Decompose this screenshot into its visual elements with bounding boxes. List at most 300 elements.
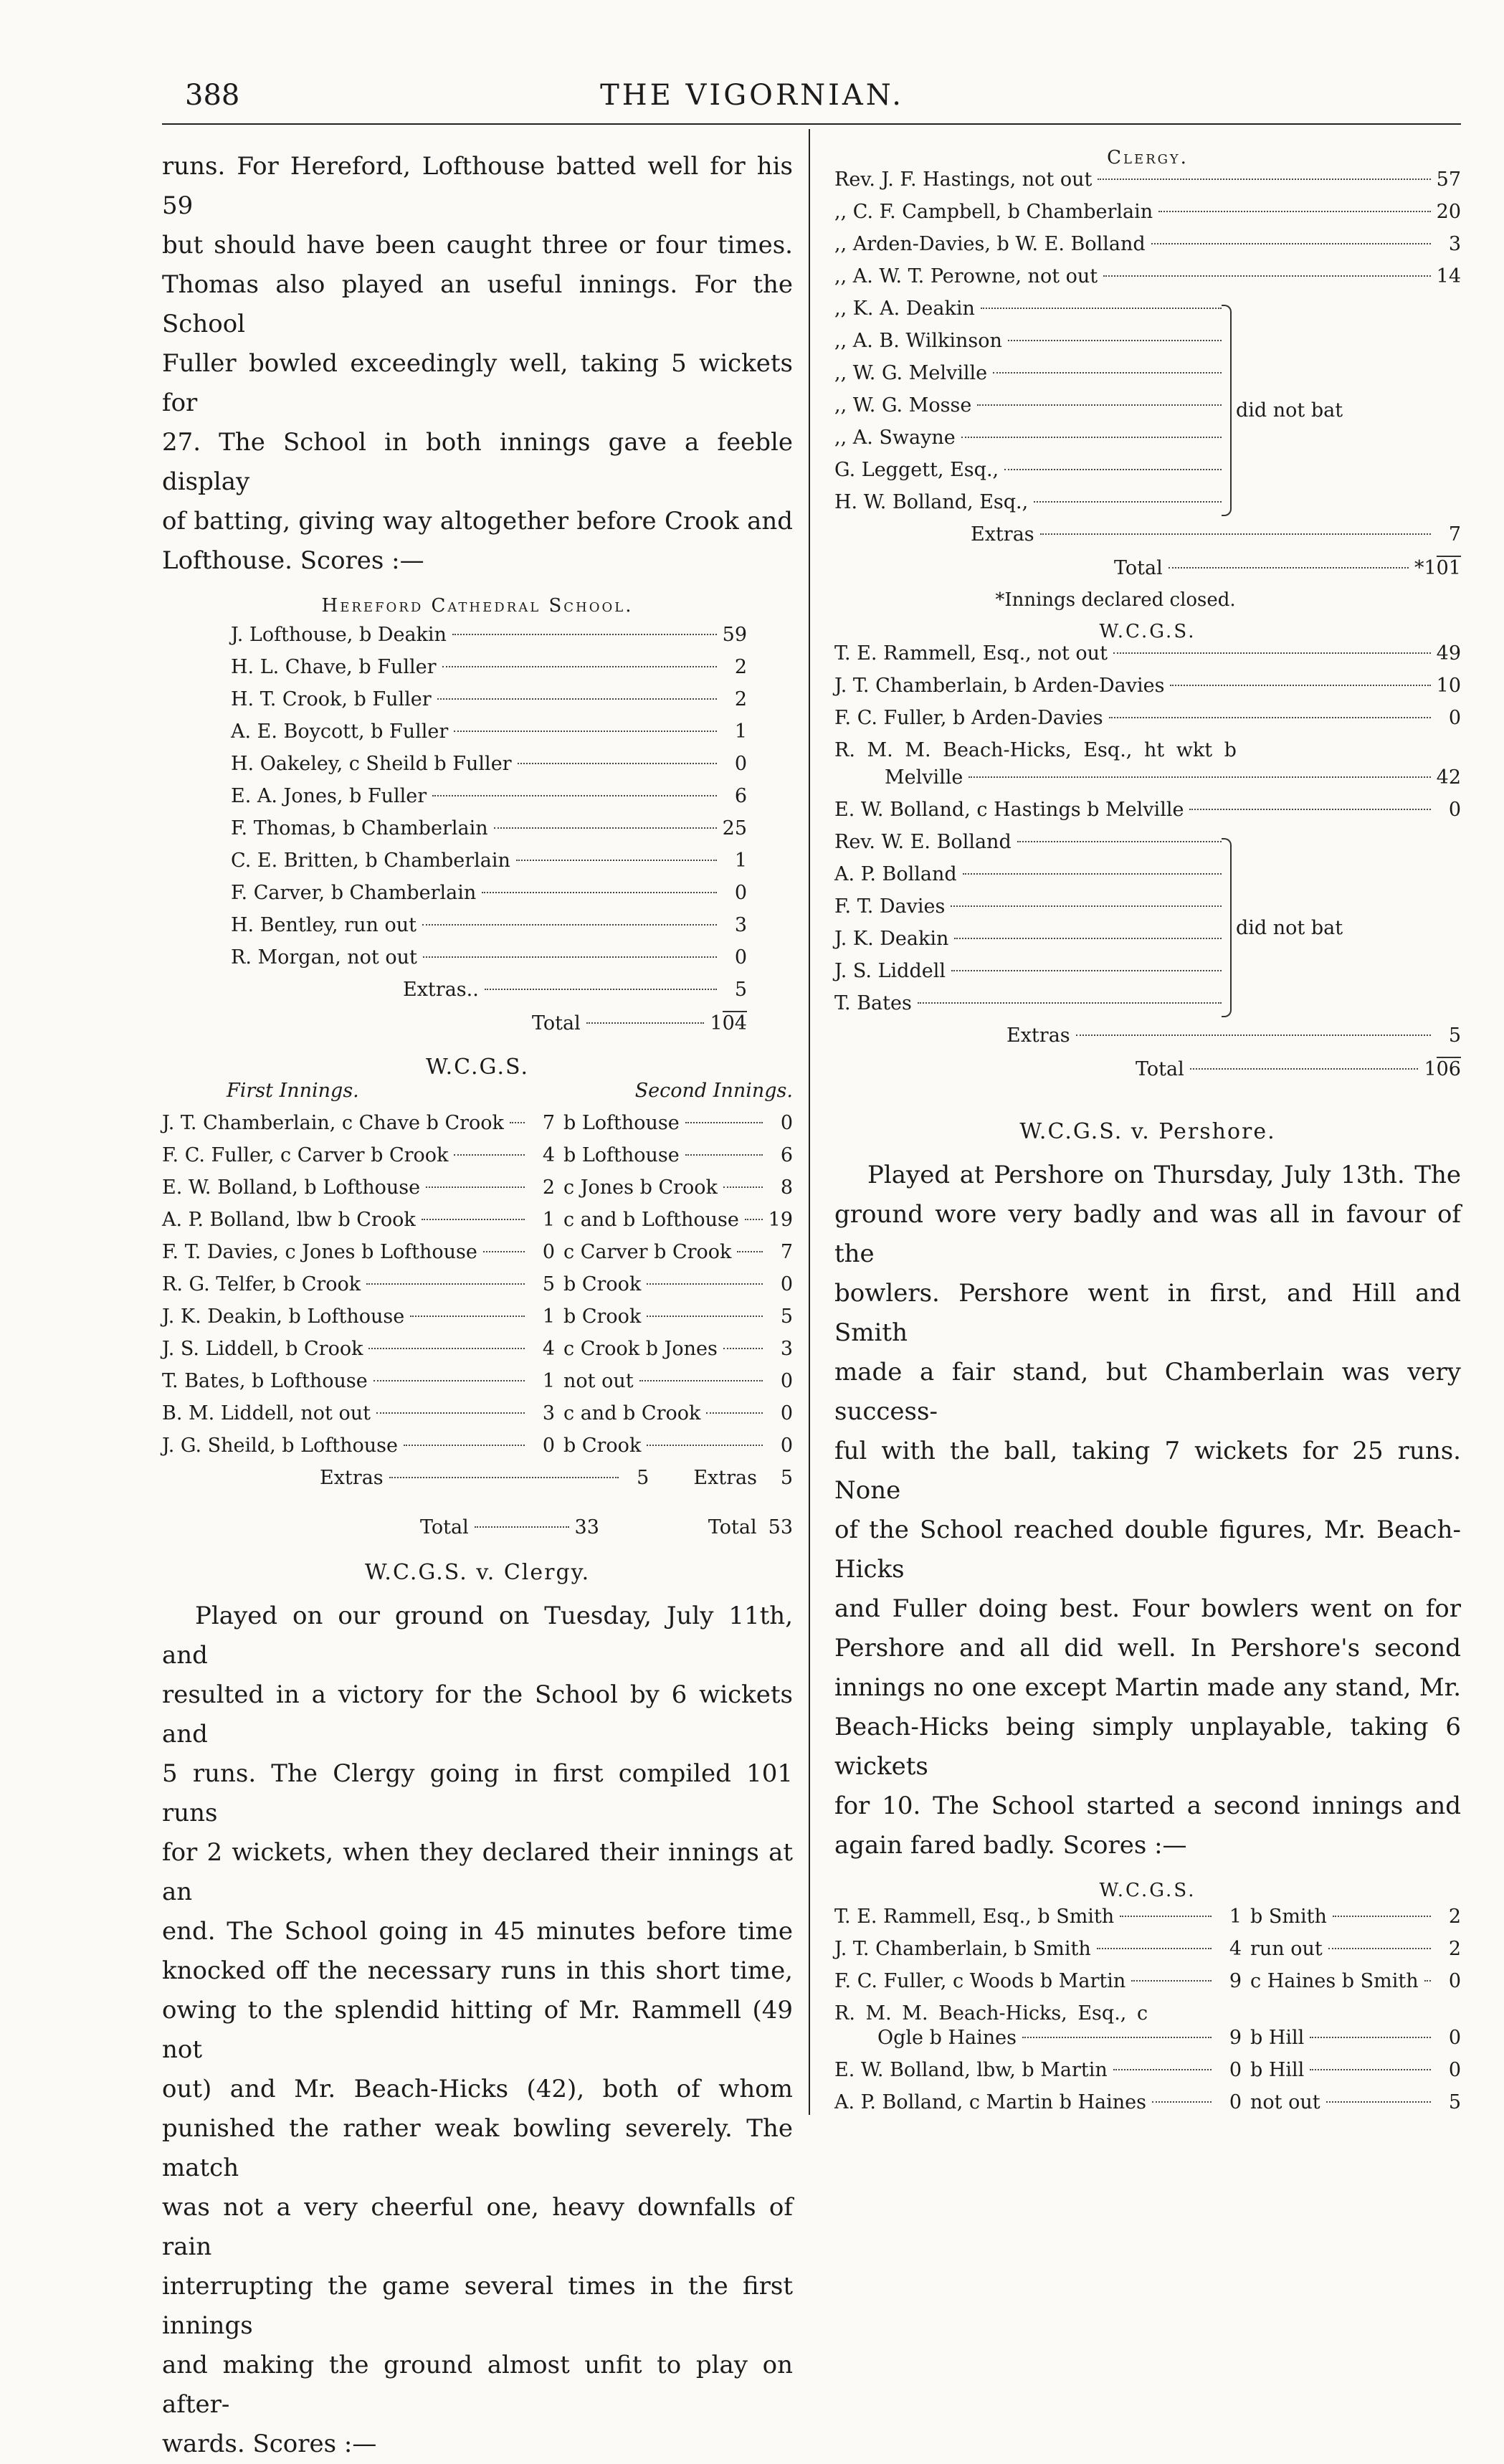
runs: 2 (734, 656, 747, 678)
score-row (834, 863, 1222, 895)
score-row (834, 960, 1222, 992)
dot-leader (1151, 243, 1431, 244)
player-name: ,, A. Swayne (834, 427, 956, 449)
score-row (162, 1305, 793, 1338)
batsman-name: A. E. Boycott, b Fuller (231, 720, 449, 743)
dot-leader (432, 795, 717, 796)
score-row (834, 2027, 1461, 2059)
dot-leader (1152, 2101, 1212, 2103)
total-first (162, 1516, 608, 1538)
runs-second: 0 (780, 1112, 793, 1134)
player-name: ,, W. G. Mosse (834, 394, 972, 417)
runs-first: 3 (542, 1402, 555, 1424)
dismissal: b Hill (1250, 2059, 1305, 2081)
dot-leader (918, 1002, 1222, 1004)
score-row (834, 895, 1222, 928)
second-innings-cell (563, 1402, 793, 1424)
player-name: J. K. Deakin (834, 928, 949, 950)
dot-leader (516, 860, 717, 861)
score-row (834, 233, 1461, 265)
score-row (834, 201, 1461, 233)
batsman-name: H. L. Chave, b Fuller (231, 656, 437, 678)
dot-leader (951, 905, 1222, 907)
dot-leader (1109, 717, 1431, 718)
pershore-para-line: Played at Pershore on Thursday, July 13th. The (867, 1161, 1461, 1189)
extras-value: 5 (780, 1467, 793, 1489)
clergy-para-line: for 2 wickets, when they declared their innings at an (162, 1838, 793, 1906)
did-not-bat-group (834, 831, 1461, 1024)
runs: 104 (710, 1012, 747, 1034)
batsman-name: ,, Arden-Davies, b W. E. Bolland (834, 233, 1146, 255)
dot-leader (1008, 340, 1222, 341)
dot-leader (639, 1380, 763, 1381)
batsman-name: F. Thomas, b Chamberlain (231, 817, 488, 839)
dot-leader (422, 1219, 525, 1220)
first-innings-cell (162, 1176, 563, 1199)
pershore-para-line: again fared badly. Scores :— (834, 1831, 1187, 1860)
extras-second (657, 1467, 793, 1489)
dot-leader (1326, 2101, 1431, 2103)
second-innings-cell (1250, 2059, 1461, 2081)
wcgs-pershore-scorecard (834, 1906, 1461, 2123)
dot-leader (586, 1022, 705, 1024)
player-name: J. S. Liddell (834, 960, 946, 982)
dot-leader (685, 1154, 763, 1156)
score-row (834, 831, 1222, 863)
batsman-name: J. T. Chamberlain, c Chave b Crook (162, 1112, 504, 1134)
runs: 1 (734, 720, 747, 743)
score-row (162, 1176, 793, 1209)
dot-leader (1189, 809, 1431, 810)
runs-first: 5 (542, 1273, 555, 1295)
did-not-bat-list (834, 831, 1222, 1024)
runs-first: 0 (1229, 2059, 1242, 2081)
pershore-para-line: Pershore and all did well. In Pershore's second (834, 1634, 1461, 1663)
score-row (834, 642, 1461, 675)
dot-leader (1424, 1980, 1431, 1982)
runs-first: 1 (542, 1209, 555, 1231)
first-innings-cell (162, 1370, 563, 1392)
second-innings-cell (563, 1338, 793, 1360)
second-innings-cell (1250, 1970, 1461, 1992)
dismissal: b Lofthouse (563, 1112, 680, 1134)
dot-leader (963, 873, 1222, 875)
second-innings-cell (563, 1305, 793, 1328)
first-innings-cell (834, 1970, 1250, 1992)
right-column (834, 147, 1461, 2123)
dismissal: b Crook (563, 1273, 642, 1295)
score-row (231, 785, 747, 817)
dot-leader (723, 1186, 763, 1188)
batsman-name: Melville (885, 766, 963, 789)
player-name: ,, K. A. Deakin (834, 298, 975, 320)
runs-first: 1 (1229, 1906, 1242, 1928)
batsman-name: Ogle b Haines (877, 2027, 1017, 2049)
dot-leader (510, 1122, 525, 1123)
runs: 49 (1436, 642, 1461, 665)
first-innings-cell (162, 1402, 563, 1424)
wcgs-first-match-scorecard (162, 1080, 793, 1538)
batsman-name: E. W. Bolland, c Hastings b Melville (834, 799, 1184, 821)
batsman-name: C. E. Britten, b Chamberlain (231, 850, 510, 872)
first-innings-label: First Innings. (227, 1080, 359, 1102)
score-row (834, 1906, 1461, 1938)
dismissal: not out (563, 1370, 634, 1392)
batsman-name: R. Morgan, not out (231, 946, 417, 969)
pershore-para-line: for 10. The School started a second innings and (834, 1792, 1461, 1820)
runs-second: 0 (780, 1370, 793, 1392)
left-column (162, 147, 793, 2464)
score-row (834, 557, 1461, 589)
runs-second: 0 (780, 1435, 793, 1457)
batsman-name: A. P. Bolland, lbw b Crook (162, 1209, 416, 1231)
dismissal: b Crook (563, 1305, 642, 1328)
score-row (834, 675, 1461, 707)
score-row (834, 1970, 1461, 2002)
player-name: F. T. Davies (834, 895, 946, 918)
runs-first: 0 (542, 1435, 555, 1457)
runs: 0 (734, 753, 747, 775)
score-row (231, 720, 747, 753)
dismissal: b Smith (1250, 1906, 1327, 1928)
dot-leader (706, 1412, 763, 1414)
score-row (162, 1241, 793, 1273)
clergy-para-line: Played on our ground on Tuesday, July 11th, and (162, 1602, 793, 1670)
batsman-name: F. C. Fuller, b Arden-Davies (834, 707, 1103, 729)
intro-line: 27. The School in both innings gave a feeble display (162, 428, 793, 496)
runs: 3 (734, 914, 747, 936)
score-row (231, 882, 747, 914)
runs-second: 19 (768, 1209, 793, 1231)
runs: 1 (734, 850, 747, 872)
runs-second: 0 (780, 1273, 793, 1295)
batsman-name: R. M. M. Beach-Hicks, Esq., ht wkt b (834, 739, 1237, 761)
score-row (834, 523, 1461, 556)
dot-leader (483, 1251, 525, 1252)
batsman-name: E. W. Bolland, lbw, b Martin (834, 2059, 1108, 2081)
score-row (162, 1112, 793, 1144)
score-row (231, 753, 747, 785)
clergy-para-line: and making the ground almost unfit to play on after- (162, 2351, 793, 2419)
batsman-name: A. P. Bolland, c Martin b Haines (834, 2091, 1147, 2113)
score-row (834, 1058, 1461, 1090)
runs: 6 (734, 785, 747, 807)
innings-note: *Innings declared closed. (995, 589, 1236, 611)
batsman-name: B. M. Liddell, not out (162, 1402, 371, 1424)
dot-leader (423, 956, 717, 958)
dot-leader (1113, 2069, 1212, 2070)
brace (1222, 305, 1232, 516)
dot-leader (1113, 652, 1431, 654)
runs-first: 9 (1229, 1970, 1242, 1992)
runs: 14 (1436, 265, 1461, 287)
dismissal: b Crook (563, 1435, 642, 1457)
first-innings-cell (162, 1144, 563, 1166)
clergy-para-line: end. The School going in 45 minutes before time (162, 1917, 793, 1946)
runs: *101 (1414, 557, 1461, 579)
batsman-name: Total (1114, 557, 1163, 579)
second-innings-cell (1250, 2027, 1461, 2049)
score-row (162, 1273, 793, 1305)
dot-leader (389, 1477, 619, 1478)
dot-leader (518, 763, 717, 764)
score-row (162, 1209, 793, 1241)
score-row (162, 1402, 793, 1435)
batsman-name: H. Oakeley, c Sheild b Fuller (231, 753, 512, 775)
clergy-scorecard (834, 168, 1461, 611)
dot-leader (373, 1380, 525, 1381)
player-name: ,, W. G. Melville (834, 362, 988, 384)
intro-line: but should have been caught three or four times. (162, 231, 793, 260)
extras-label: Extras (693, 1467, 757, 1489)
dot-leader (1170, 685, 1430, 686)
pershore-para-line: ground wore very badly and was all in favour of the (834, 1200, 1461, 1268)
dot-leader (961, 437, 1222, 438)
pershore-para-line: and Fuller doing best. Four bowlers went on for (834, 1594, 1461, 1623)
total-label: Total (708, 1516, 757, 1538)
runs-second: 0 (1448, 2059, 1461, 2081)
dot-leader (1310, 2037, 1431, 2038)
dot-leader (977, 404, 1222, 406)
dot-leader (404, 1445, 525, 1446)
runs-first: 1 (542, 1305, 555, 1328)
batsman-name: J. S. Liddell, b Crook (162, 1338, 363, 1360)
dot-leader (723, 1348, 763, 1349)
dot-leader (1120, 1916, 1212, 1917)
dot-leader (437, 698, 717, 700)
first-innings-cell (162, 1305, 563, 1328)
score-row (834, 491, 1222, 523)
batsman-name: H. T. Crook, b Fuller (231, 688, 432, 710)
dot-leader (1169, 567, 1409, 569)
score-row (834, 265, 1461, 298)
runs: 2 (734, 688, 747, 710)
clergy-heading: Clergy. (1107, 147, 1189, 168)
score-row (834, 2091, 1461, 2123)
score-row (834, 459, 1222, 491)
batsman-name: R. G. Telfer, b Crook (162, 1273, 361, 1295)
runs-second: 0 (780, 1402, 793, 1424)
score-row (231, 979, 747, 1011)
dismissal: c Carver b Crook (563, 1241, 732, 1263)
score-row (834, 707, 1461, 739)
score-row (834, 1024, 1461, 1057)
runs-first: 4 (542, 1338, 555, 1360)
batsman-name: J. K. Deakin, b Lofthouse (162, 1305, 405, 1328)
pershore-paragraph (834, 1156, 1461, 1865)
runs: 0 (1448, 707, 1461, 729)
did-not-bat-label: did not bat (1236, 399, 1343, 422)
runs-first: 9 (1229, 2027, 1242, 2049)
first-innings-cell (162, 1112, 563, 1134)
dot-leader (954, 938, 1222, 939)
total-label: Total (420, 1516, 469, 1538)
runs-second: 3 (780, 1338, 793, 1360)
score-row (231, 817, 747, 850)
second-innings-cell (563, 1370, 793, 1392)
dot-leader (1017, 841, 1222, 842)
total-value: 33 (574, 1516, 599, 1538)
first-innings-cell (834, 2091, 1250, 2113)
batsman-name: F. T. Davies, c Jones b Lofthouse (162, 1241, 477, 1263)
pershore-para-line: innings no one except Martin made any stand, Mr. (834, 1673, 1461, 1702)
dot-leader (647, 1445, 763, 1446)
dot-leader (1097, 1948, 1212, 1949)
batsman-name: F. C. Fuller, c Woods b Martin (834, 1970, 1126, 1992)
intro-line: Lofthouse. Scores :— (162, 546, 424, 575)
did-not-bat-group (834, 298, 1461, 523)
first-innings-cell (834, 1906, 1250, 1928)
runs-second: 7 (780, 1241, 793, 1263)
score-row (231, 1012, 747, 1045)
runs: 57 (1436, 168, 1461, 191)
dot-leader (475, 1526, 569, 1528)
runs-first: 4 (542, 1144, 555, 1166)
dot-leader (981, 308, 1222, 309)
score-row (231, 688, 747, 720)
pershore-para-line: of the School reached double figures, Mr. Beach-Hicks (834, 1516, 1461, 1584)
runs: 25 (722, 817, 747, 839)
second-innings-cell (563, 1176, 793, 1199)
runs-first: 0 (542, 1241, 555, 1263)
second-innings-cell (563, 1273, 793, 1295)
first-innings-cell (834, 2027, 1250, 2049)
dot-leader (442, 666, 718, 667)
dismissal: not out (1250, 2091, 1320, 2113)
extras-row (162, 1467, 793, 1499)
dot-leader (1004, 469, 1222, 470)
batsman-name: J. Lofthouse, b Deakin (231, 624, 447, 646)
first-innings-cell (162, 1241, 563, 1263)
batsman-name: T. E. Rammell, Esq., b Smith (834, 1906, 1115, 1928)
score-row (834, 1938, 1461, 1970)
dot-leader (494, 827, 717, 829)
second-innings-cell (563, 1241, 793, 1263)
batsman-name: J. G. Sheild, b Lofthouse (162, 1435, 399, 1457)
clergy-para-line: wards. Scores :— (162, 2430, 377, 2458)
hereford-scorecard (231, 624, 747, 1045)
batsman-name: J. T. Chamberlain, b Smith (834, 1938, 1091, 1960)
runs-second: 2 (1448, 1906, 1461, 1928)
score-row (162, 1144, 793, 1176)
extras-first (162, 1467, 657, 1489)
score-row (834, 168, 1461, 201)
batsman-name: E. W. Bolland, b Lofthouse (162, 1176, 421, 1199)
pershore-para-line: bowlers. Pershore went in first, and Hill and Smith (834, 1279, 1461, 1347)
runs: 42 (1436, 766, 1461, 789)
page-number: 388 (185, 79, 240, 112)
second-innings-cell (1250, 1938, 1461, 1960)
dot-leader (454, 1154, 525, 1156)
total-value: 53 (768, 1516, 793, 1538)
score-row (834, 799, 1461, 831)
batsman-name: R. M. M. Beach-Hicks, Esq., c (834, 2002, 1148, 2025)
runs-second: 8 (780, 1176, 793, 1199)
player-name: A. P. Bolland (834, 863, 957, 885)
pershore-para-line: made a fair stand, but Chamberlain was very success- (834, 1358, 1461, 1426)
score-row (834, 427, 1222, 459)
runs-second: 6 (780, 1144, 793, 1166)
score-row (834, 928, 1222, 960)
score-row (162, 1435, 793, 1467)
score-row (834, 2059, 1461, 2091)
batsman-name: T. Bates, b Lofthouse (162, 1370, 368, 1392)
dot-leader (426, 1186, 525, 1188)
wcgs-clergy-scorecard (834, 642, 1461, 1090)
player-name: Rev. W. E. Bolland (834, 831, 1012, 853)
dismissal: c Crook b Jones (563, 1338, 718, 1360)
score-row (834, 992, 1222, 1024)
wcgs-second-heading: W.C.G.S. (1099, 621, 1196, 642)
dismissal: b Lofthouse (563, 1144, 680, 1166)
dot-leader (968, 776, 1430, 778)
player-name: ,, A. B. Wilkinson (834, 330, 1002, 352)
batsman-name: Extras (1006, 1024, 1070, 1047)
batsman-name: E. A. Jones, b Fuller (231, 785, 427, 807)
runs-first: 0 (1229, 2091, 1242, 2113)
total-row (162, 1499, 793, 1538)
runs-first: 7 (542, 1112, 555, 1134)
clergy-para-line: interrupting the game several times in the first innings (162, 2272, 793, 2340)
batsman-name: F. Carver, b Chamberlain (231, 882, 477, 904)
score-row (231, 946, 747, 979)
batsman-name: ,, C. F. Campbell, b Chamberlain (834, 201, 1153, 223)
runs: 10 (1436, 675, 1461, 697)
dot-leader (376, 1412, 525, 1414)
dot-leader (1034, 501, 1222, 503)
second-innings-cell (563, 1112, 793, 1134)
clergy-para-line: was not a very cheerful one, heavy downfalls of rain (162, 2193, 793, 2261)
score-row (834, 330, 1222, 362)
batsman-name: T. E. Rammell, Esq., not out (834, 642, 1108, 665)
dot-leader (482, 892, 717, 893)
clergy-para-line: out) and Mr. Beach-Hicks (42), both of whom (162, 2075, 793, 2103)
runs: 106 (1424, 1058, 1461, 1080)
batsman-name: Extras.. (403, 979, 479, 1001)
pershore-para-line: ful with the ball, taking 7 wickets for 25 runs. None (834, 1437, 1461, 1505)
clergy-match-paragraph (162, 1597, 793, 2464)
score-row (231, 850, 747, 882)
batsman-name: Total (1136, 1058, 1184, 1080)
second-innings-cell (563, 1209, 793, 1231)
dismissal: b Hill (1250, 2027, 1305, 2049)
runs-first: 1 (542, 1370, 555, 1392)
wcgs-heading: W.C.G.S. (426, 1055, 529, 1080)
first-innings-cell (162, 1435, 563, 1457)
score-row (162, 1370, 793, 1402)
dismissal: c and b Lofthouse (563, 1209, 739, 1231)
dot-leader (1328, 1948, 1431, 1949)
brace (1222, 838, 1232, 1017)
runs: 0 (1448, 799, 1461, 821)
clergy-para-line: resulted in a victory for the School by 6 wickets and (162, 1680, 793, 1749)
batsman-name: ,, A. W. T. Perowne, not out (834, 265, 1098, 287)
dismissal: c Haines b Smith (1250, 1970, 1419, 1992)
dot-leader (745, 1219, 763, 1220)
dismissal: c Jones b Crook (563, 1176, 718, 1199)
score-row (231, 656, 747, 688)
dot-leader (647, 1283, 763, 1285)
second-innings-cell (1250, 1906, 1461, 1928)
dot-leader (951, 970, 1222, 971)
dot-leader (1076, 1034, 1431, 1036)
second-innings-cell (1250, 2091, 1461, 2113)
intro-line: of batting, giving way altogether before Crook and (162, 507, 793, 536)
did-not-bat-list (834, 298, 1222, 523)
clergy-para-line: 5 runs. The Clergy going in first compiled 101 runs (162, 1759, 793, 1827)
dismissal: c and b Crook (563, 1402, 701, 1424)
score-row (834, 362, 1222, 394)
